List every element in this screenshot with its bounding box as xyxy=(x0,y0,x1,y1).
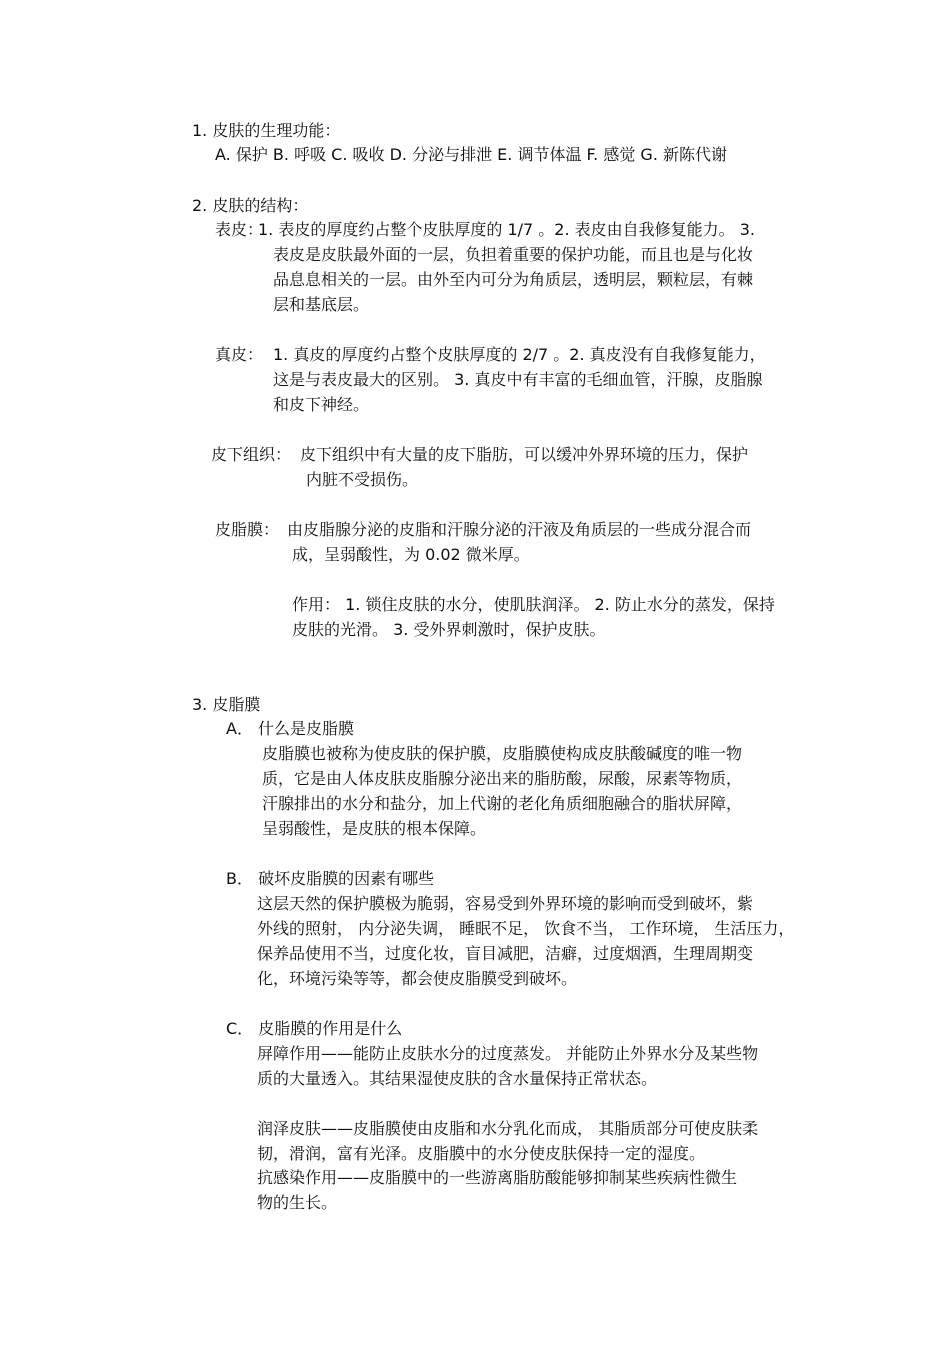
section-3-title: 3. 皮脂膜 xyxy=(192,695,261,714)
dermis-line-3: 和皮下神经。 xyxy=(273,395,370,414)
subsection-b-heading: B． 破坏皮脂膜的因素有哪些 xyxy=(226,869,435,888)
dermis-label: 真皮： xyxy=(215,345,264,364)
subsection-a-line-4: 呈弱酸性，是皮肤的根本保障。 xyxy=(262,819,487,838)
subsection-c-heading: C． 皮脂膜的作用是什么 xyxy=(226,1019,403,1038)
sebum-label: 皮脂膜： xyxy=(215,520,280,539)
dermis-line-2: 这是与表皮最大的区别。 3. 真皮中有丰富的毛细血管，汗腺，皮脂腺 xyxy=(273,370,763,389)
subsection-a-heading: A． 什么是皮脂膜 xyxy=(226,719,355,738)
section-1-function-list: A. 保护 B. 呼吸 C. 吸收 D. 分泌与排泄 E. 调节体温 F. 感觉 G. 新陈代谢 xyxy=(215,145,727,164)
subsection-a-line-1: 皮脂膜也被称为使皮肤的保护膜，皮脂膜使构成皮肤酸碱度的唯一物 xyxy=(262,744,743,763)
subcutis-line-1: 皮下组织中有大量的皮下脂肪，可以缓冲外界环境的压力，保护 xyxy=(300,445,749,464)
subsection-c-line-6: 物的生长。 xyxy=(257,1193,338,1212)
section-2-title: 2. 皮肤的结构： xyxy=(192,196,309,215)
subsection-b-line-4: 化，环境污染等等，都会使皮脂膜受到破坏。 xyxy=(257,969,578,988)
subsection-b-line-1: 这层天然的保护膜极为脆弱，容易受到外界环境的影响而受到破坏，紫 xyxy=(257,894,754,913)
subsection-c-line-3: 润泽皮肤——皮脂膜使由皮脂和水分乳化而成， 其脂质部分可使皮肤柔 xyxy=(257,1119,759,1138)
epidermis-line-1: 1. 表皮的厚度约占整个皮肤厚度的 1/7 。2. 表皮由自我修复能力。 3. xyxy=(258,220,755,239)
section-1-title: 1. 皮肤的生理功能： xyxy=(192,121,341,140)
subsection-b-line-3: 保养品使用不当，过度化妆，盲目减肥，洁癖，过度烟酒，生理周期变 xyxy=(257,944,754,963)
dermis-line-1: 1. 真皮的厚度约占整个皮肤厚度的 2/7 。2. 真皮没有自我修复能力， xyxy=(273,345,766,364)
subsection-c-line-4: 韧，滑润，富有光泽。皮脂膜中的水分使皮肤保持一定的湿度。 xyxy=(257,1144,706,1163)
subsection-c-line-2: 质的大量透入。其结果湿使皮肤的含水量保持正常状态。 xyxy=(257,1069,658,1088)
subsection-c-line-1: 屏障作用——能防止皮肤水分的过度蒸发。 并能防止外界水分及某些物 xyxy=(257,1044,759,1063)
subcutis-label: 皮下组织： xyxy=(211,445,292,464)
epidermis-line-4: 层和基底层。 xyxy=(273,295,370,314)
subsection-a-line-3: 汗腺排出的水分和盐分，加上代谢的老化角质细胞融合的脂状屏障， xyxy=(262,794,743,813)
subcutis-line-2: 内脏不受损伤。 xyxy=(306,470,419,489)
epidermis-line-3: 品息息相关的一层。由外至内可分为角质层，透明层，颗粒层，有棘 xyxy=(273,270,754,289)
sebum-line-2: 成，呈弱酸性，为 0.02 微米厚。 xyxy=(292,545,530,564)
sebum-function-line-2: 皮肤的光滑。 3. 受外界刺激时，保护皮肤。 xyxy=(292,620,606,639)
subsection-b-line-2: 外线的照射， 内分泌失调， 睡眠不足， 饮食不当， 工作环境， 生活压力， xyxy=(257,919,795,938)
sebum-line-1: 由皮脂腺分泌的皮脂和汗腺分泌的汗液及角质层的一些成分混合而 xyxy=(287,520,752,539)
sebum-function-line-1: 作用： 1. 锁住皮肤的水分，使肌肤润泽。 2. 防止水分的蒸发，保持 xyxy=(292,595,775,614)
epidermis-line-2: 表皮是皮肤最外面的一层，负担着重要的保护功能，而且也是与化妆 xyxy=(273,245,754,264)
subsection-c-line-5: 抗感染作用——皮脂膜中的一些游离脂肪酸能够抑制某些疾病性微生 xyxy=(257,1168,738,1187)
subsection-a-line-2: 质，它是由人体皮肤皮脂腺分泌出来的脂肪酸，尿酸，尿素等物质， xyxy=(262,769,743,788)
epidermis-label: 表皮： xyxy=(215,220,264,239)
